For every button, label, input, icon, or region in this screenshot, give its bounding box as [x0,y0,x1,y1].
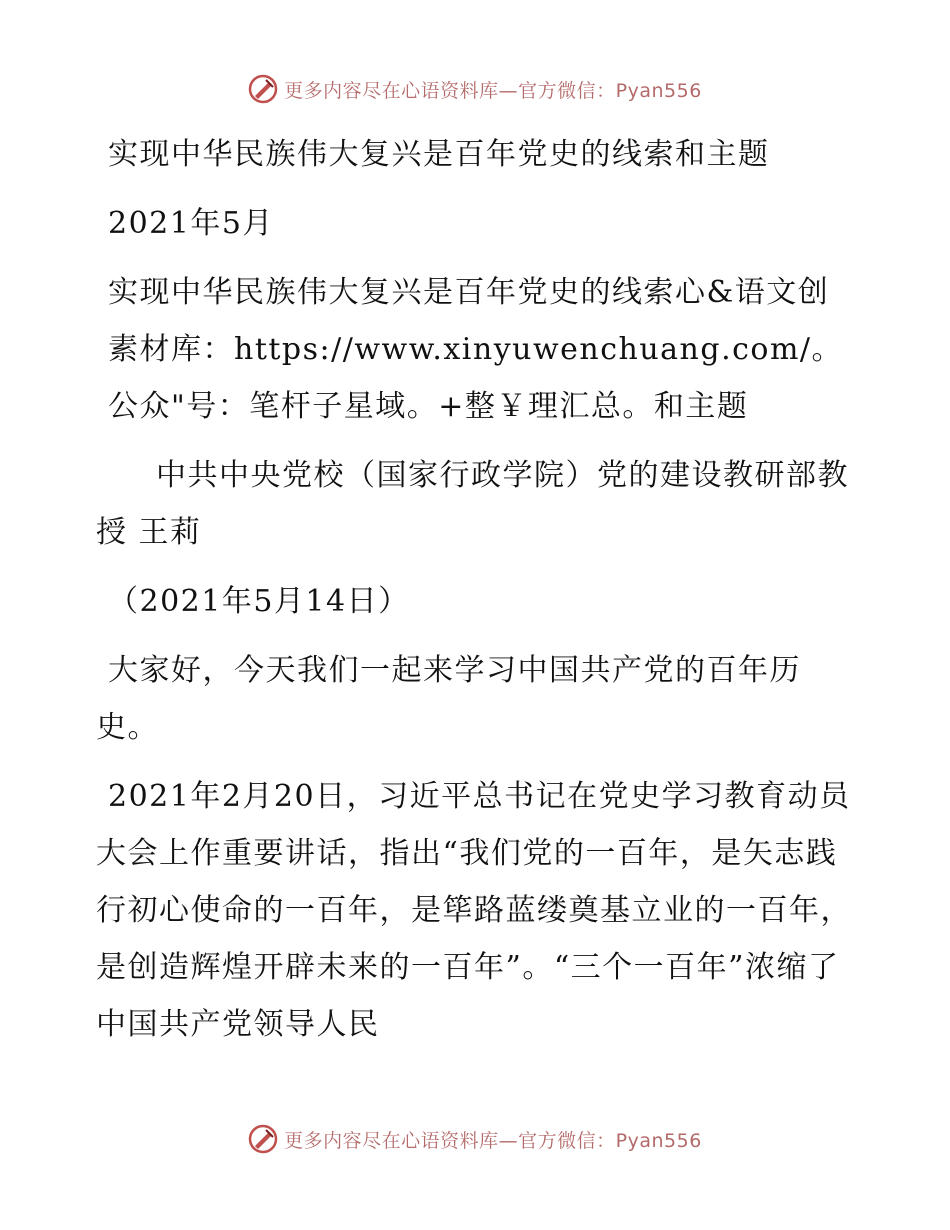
document-date: 2021年5月 [108,206,274,241]
header-banner-text: 更多内容尽在心语资料库—官方微信：Pyan556 [284,79,702,102]
paragraph-1: 大家好，今天我们一起来学习中国共产党的百年历史。 [96,653,801,745]
pen-logo-icon [248,74,278,104]
repeat-title-paragraph: 实现中华民族伟大复兴是百年党史的线索心&语文创素材库：https://www.xinyuwenchuang.com/。公众"号：笔杆子星域。+整￥理汇总。和主题 [108,275,844,424]
speech-date: （2021年5月14日） [108,584,410,619]
document-body [96,126,856,1065]
author-line: 中共中央党校（国家行政学院）党的建设教研部教授 王莉 [96,458,849,550]
footer-banner-text: 更多内容尽在心语资料库—官方微信：Pyan556 [284,1129,702,1152]
pen-logo-icon [248,1124,278,1154]
footer-banner [0,1122,950,1156]
paragraph-2: 2021年2月20日，习近平总书记在党史学习教育动员大会上作重要讲话，指出“我们党的一百年，是矢志践行初心使命的一百年，是筚路蓝缕奠基立业的一百年，是创造辉煌开辟未来的一百年”。“三个一百年”浓缩了中国共产党领导人民 [96,779,852,1042]
header-banner [0,72,950,106]
document-title: 实现中华民族伟大复兴是百年党史的线索和主题 [108,137,770,172]
